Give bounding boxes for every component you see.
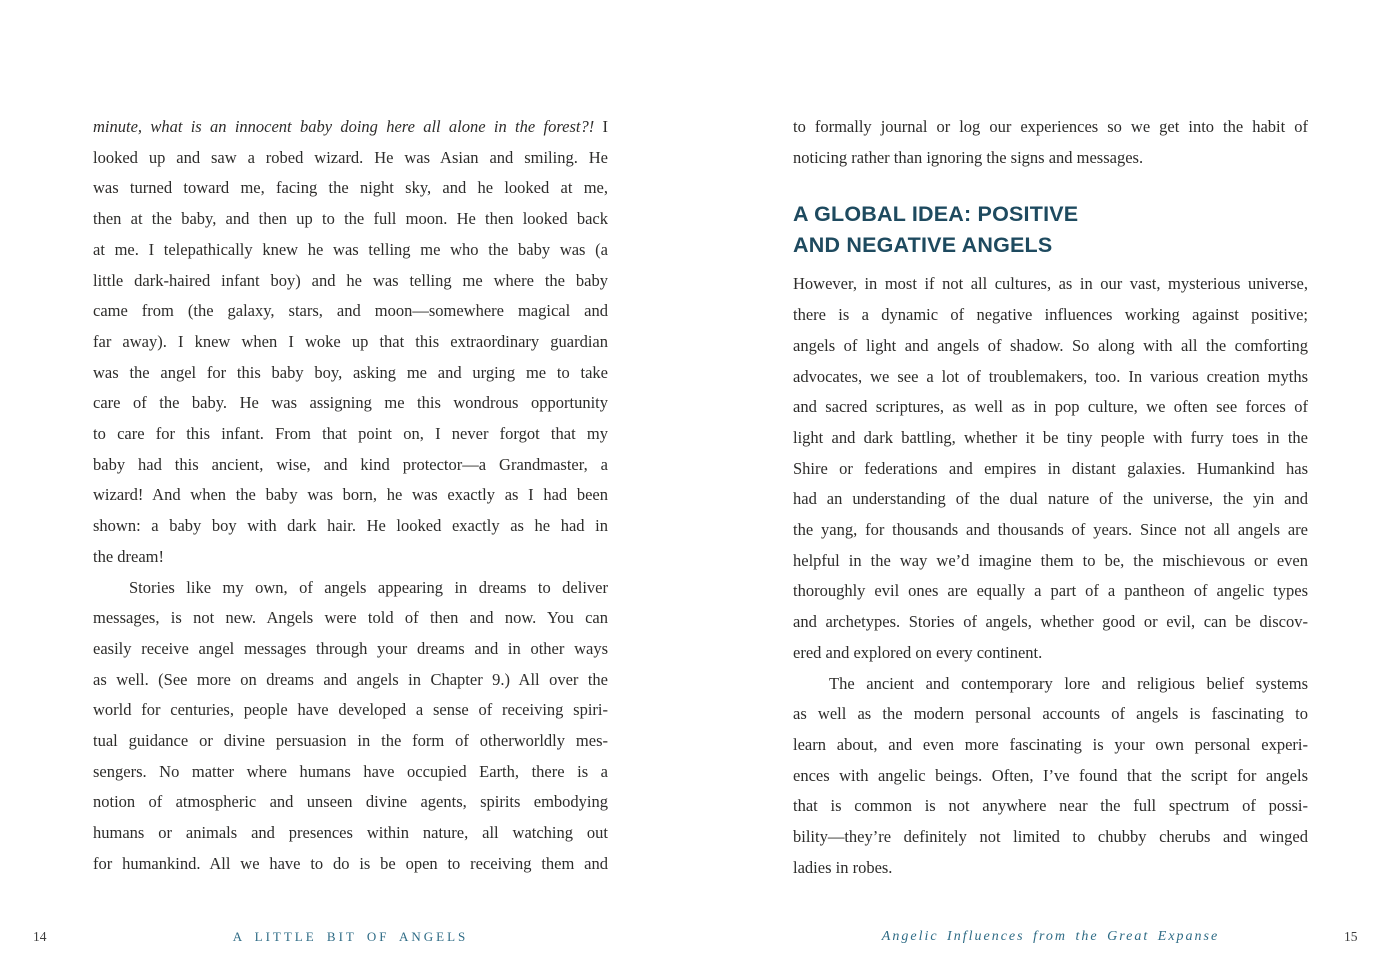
text-line: baby had this ancient, wise, and kind protector—a Grandmaster, a	[93, 454, 608, 474]
left-page-text-column	[93, 112, 608, 880]
text-line: The ancient and contemporary lore and religious belief systems	[829, 673, 1308, 693]
text-line: minute, what is an innocent baby doing here all alone in the forest?! I	[93, 117, 608, 136]
text-line: the yang, for thousands and thousands of years. Since not all angels are	[793, 520, 1308, 540]
text-line: was turned toward me, facing the night sky, and he looked at me,	[93, 178, 608, 198]
text-line: there is a dynamic of negative influences working against positive;	[793, 305, 1308, 325]
text-line: and sacred scriptures, as well as in pop culture, we often see forces of	[793, 397, 1308, 417]
paragraph	[93, 112, 608, 573]
right-page-text-column	[793, 112, 1308, 883]
text-line: However, in most if not all cultures, as in our vast, mysterious universe,	[793, 274, 1308, 294]
text-line: angels of light and angels of shadow. So along with all the comforting	[793, 335, 1308, 355]
text-line: for humankind. All we have to do is be open to receiving them and	[93, 853, 608, 873]
text-line: shown: a baby boy with dark hair. He looked exactly as he had in	[93, 516, 608, 536]
text-line: was the angel for this baby boy, asking me and urging me to take	[93, 362, 608, 382]
text-line: as well as the modern personal accounts of angels is fascinating to	[793, 704, 1308, 724]
text-line: care of the baby. He was assigning me this wondrous opportunity	[93, 393, 608, 413]
text-line: as well. (See more on dreams and angels in Chapter 9.) All over the	[93, 669, 608, 689]
text-line: Stories like my own, of angels appearing in dreams to deliver	[129, 577, 608, 597]
running-head-left: A LITTLE BIT OF ANGELS	[232, 929, 469, 944]
text-line: thoroughly evil ones are equally a part of a pantheon of angelic types	[793, 581, 1308, 601]
text-line: looked up and saw a robed wizard. He was Asian and smiling. He	[93, 147, 608, 167]
text-line: advocates, we see a lot of troublemakers, too. In various creation myths	[793, 366, 1308, 386]
text-line: that is common is not anywhere near the full spectrum of possi-	[793, 796, 1308, 816]
text-line: messages, is not new. Angels were told of then and now. You can	[93, 608, 608, 628]
text-line: then at the baby, and then up to the full moon. He then looked back	[93, 209, 608, 229]
text-line: little dark-haired infant boy) and he was telling me where the baby	[93, 270, 608, 290]
text-line: to formally journal or log our experiences so we get into the habit of	[793, 117, 1308, 136]
text-line: and archetypes. Stories of angels, whether good or evil, can be discov-	[793, 612, 1308, 632]
text-line: helpful in the way we’d imagine them to be, the mischievous or even	[793, 550, 1308, 570]
text-line: had an understanding of the dual nature of the universe, the yin and	[793, 489, 1308, 509]
text-line: wizard! And when the baby was born, he was exactly as I had been	[93, 485, 608, 505]
paragraph	[793, 669, 1308, 884]
text-line: to care for this infant. From that point on, I never forgot that my	[93, 424, 608, 444]
text-line: tual guidance or divine persuasion in the form of otherworldly mes-	[93, 731, 608, 751]
text-line: light and dark battling, whether it be tiny people with furry toes in the	[793, 427, 1308, 447]
text-line: the dream!	[93, 546, 165, 566]
text-line: bility—they’re definitely not limited to chubby cherubs and winged	[793, 827, 1308, 847]
paragraph	[793, 112, 1308, 173]
paragraph	[793, 269, 1308, 668]
text-line: ences with angelic beings. Often, I’ve found that the script for angels	[793, 765, 1308, 785]
section-heading	[793, 199, 1308, 261]
running-head-right: Angelic Influences from the Great Expanse	[881, 929, 1220, 944]
page-number-left: 14	[33, 929, 47, 944]
text-line: sengers. No matter where humans have occupied Earth, there is a	[93, 761, 608, 781]
text-line: humans or animals and presences within nature, all watching out	[93, 823, 608, 843]
text-line: easily receive angel messages through your dreams and in other ways	[93, 638, 608, 658]
paragraph	[93, 573, 608, 880]
page-number-right: 15	[1344, 929, 1358, 944]
section-heading-line: AND NEGATIVE ANGELS	[793, 233, 1053, 258]
section-heading-line: A GLOBAL IDEA: POSITIVE	[793, 202, 1079, 227]
text-line: far away). I knew when I woke up that this extraordinary guardian	[93, 331, 608, 351]
text-line: noticing rather than ignoring the signs and messages.	[793, 147, 1144, 167]
text-line: ered and explored on every continent.	[793, 642, 1043, 662]
text-line: ladies in robes.	[793, 857, 893, 877]
text-line: notion of atmospheric and unseen divine agents, spirits embodying	[93, 792, 608, 812]
text-line: learn about, and even more fascinating is your own personal experi-	[793, 734, 1308, 754]
text-line: world for centuries, people have developed a sense of receiving spiri-	[93, 700, 608, 720]
text-line: at me. I telepathically knew he was telling me who the baby was (a	[93, 239, 608, 259]
text-line: came from (the galaxy, stars, and moon—somewhere magical and	[93, 301, 608, 321]
text-line: Shire or federations and empires in distant galaxies. Humankind has	[793, 458, 1308, 478]
